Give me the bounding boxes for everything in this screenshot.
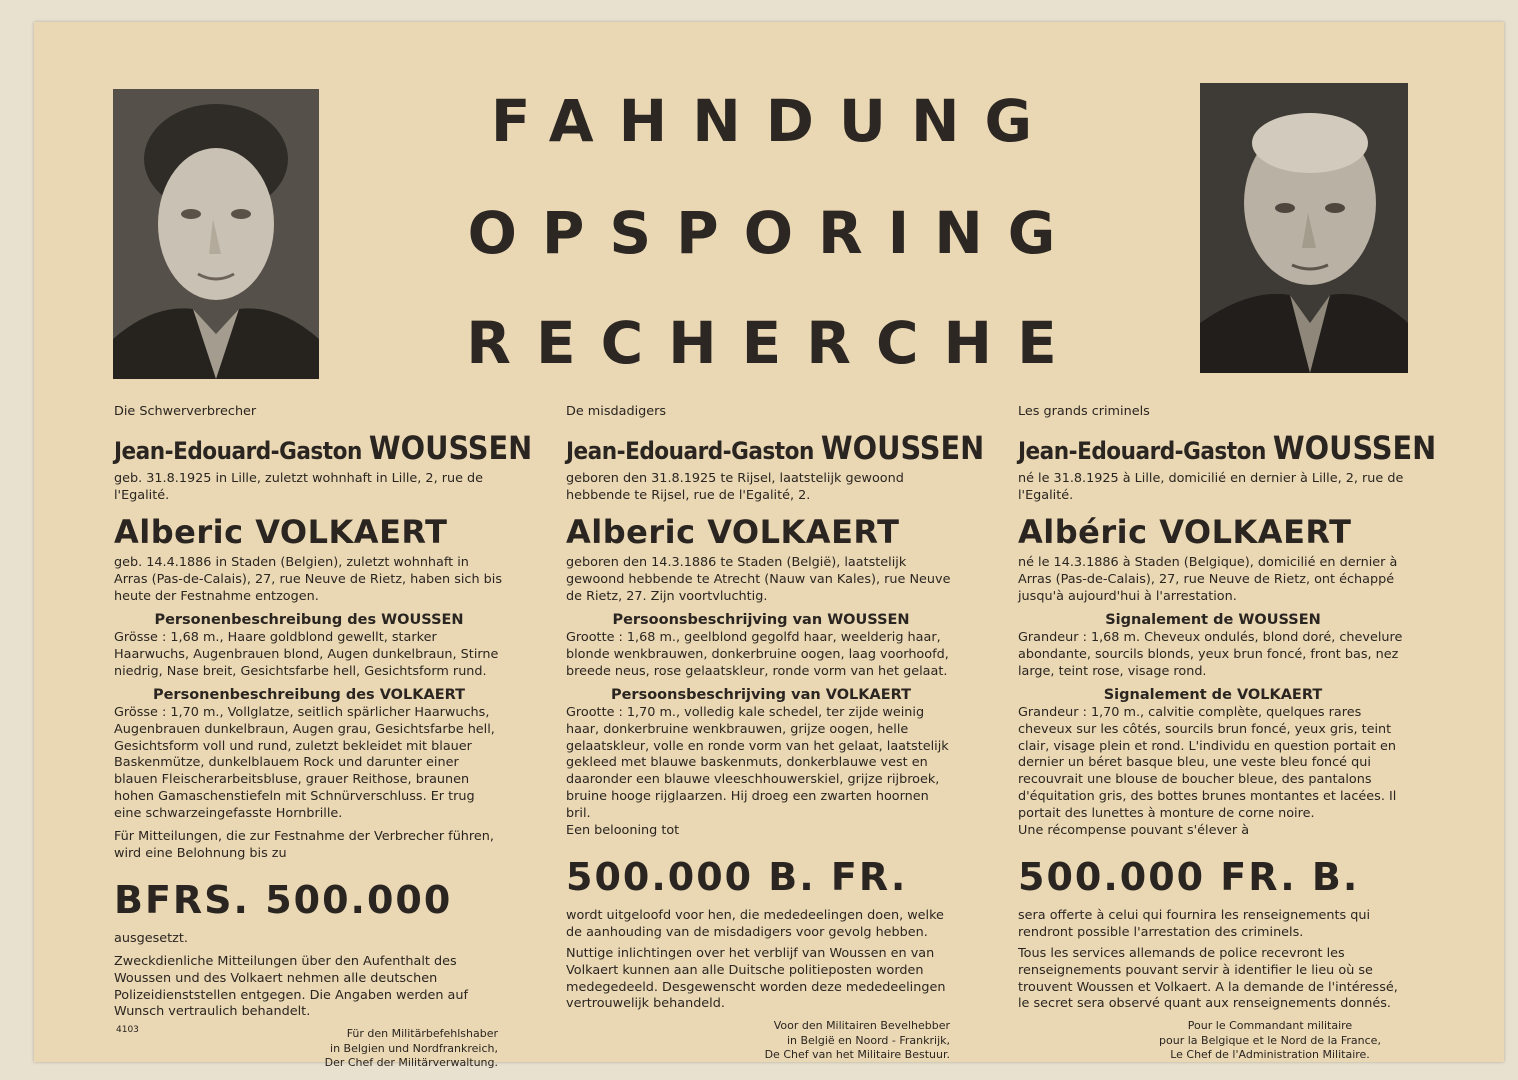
german-woussen-name <box>114 427 533 469</box>
dutch-woussen-last: WOUSSEN <box>820 428 985 467</box>
dutch-desc-woussen-title: Persoonsbeschrijving van WOUSSEN <box>612 611 910 628</box>
dutch-woussen-details: geboren den 31.8.1925 te Rijsel, laatstelijk gewoond hebbende te Rijsel, rue de l'Egalité, 2. <box>566 471 904 504</box>
dutch-desc-woussen: Grootte : 1,68 m., geelblond gegolfd haar, weelderig haar, blonde wenkbrauwen, donkerbruine oogen, laag voorhoofd, breede neus, rose gelaatskleur, ronde vorm van het gelaat. <box>566 629 949 679</box>
french-woussen-first: Jean-Edouard-Gaston <box>1018 436 1266 465</box>
column-french <box>1018 404 1437 1062</box>
french-reward: 500.000 FR. B. <box>1018 854 1360 899</box>
title-fahndung: FAHNDUNG <box>490 87 1058 155</box>
german-woussen-first: Jean-Edouard-Gaston <box>114 436 362 465</box>
french-woussen-name <box>1018 427 1437 469</box>
german-woussen-details: geb. 31.8.1925 in Lille, zuletzt wohnhaft in Lille, 2, rue de l'Egalité. <box>114 471 484 504</box>
french-desc-woussen-title: Signalement de WOUSSEN <box>1105 611 1321 628</box>
german-sig-line2: in Belgien und Nordfrankreich, <box>330 1041 498 1055</box>
french-volkaert-details: né le 14.3.1886 à Staden (Belgique), domicilié en dernier à Arras (Pas-de-Calais), 27, rue Neuve de Rietz, ont échappé jusqu'à aujourd'hui à l'arrestation. <box>1018 555 1398 604</box>
photo-volkaert <box>1200 83 1408 373</box>
dutch-reward-intro: Een belooning tot <box>566 822 680 838</box>
french-volkaert-name: Albéric VOLKAERT <box>1018 512 1352 551</box>
german-intro: Die Schwerverbrecher <box>114 404 257 419</box>
dutch-notice: Nuttige inlichtingen over het verblijf van Woussen en van Volkaert kunnen aan alle Duitsche politieposten worden medegedeeld. Desgewenscht worden deze mededeelingen vertrouwelijk behandeld. <box>566 945 946 1012</box>
german-volkaert-details: geb. 14.4.1886 in Staden (Belgien), zuletzt wohnhaft in Arras (Pas-de-Calais), 27, rue Neuve de Rietz, haben sich bis heute der Festnahme entzogen. <box>114 555 502 604</box>
french-sig-line2: pour la Belgique et le Nord de la France, <box>1159 1033 1381 1047</box>
french-desc-volkaert-title: Signalement de VOLKAERT <box>1103 686 1323 703</box>
german-signature <box>114 1027 504 1070</box>
german-sig-line1: Für den Militärbefehlshaber <box>346 1027 498 1041</box>
dutch-sig-line3: De Chef van het Militaire Bestuur. <box>764 1047 950 1061</box>
german-reward-after: ausgesetzt. <box>114 930 188 946</box>
poster-sheet <box>34 22 1504 1069</box>
french-notice: Tous les services allemands de police recevront les renseignements pouvant servir à identifier le lieu où se trouvent Woussen et Volkaert. A la demande de l'intéressé, le secret sera observé quant aux renseignements donnés. <box>1018 945 1398 1012</box>
dutch-reward: 500.000 B. FR. <box>566 854 908 899</box>
title-recherche: RECHERCHE <box>466 309 1082 377</box>
french-desc-woussen: Grandeur : 1,68 m. Cheveux ondulés, blond doré, chevelure abondante, sourcils blonds, yeux brun foncé, front bas, nez large, teint rose, visage rond. <box>1018 629 1403 679</box>
german-volkaert-name: Alberic VOLKAERT <box>114 512 448 551</box>
french-sig-line1: Pour le Commandant militaire <box>1187 1019 1353 1033</box>
dutch-woussen-first: Jean-Edouard-Gaston <box>566 436 814 465</box>
title-opsporing: OPSPORING <box>467 199 1081 267</box>
dutch-woussen-name <box>566 427 985 469</box>
portrait-volkaert-image <box>1200 83 1408 373</box>
german-woussen-last: WOUSSEN <box>368 428 533 467</box>
german-notice: Zweckdienliche Mitteilungen über den Aufenthalt des Woussen und des Volkaert nehmen alle deutschen Polizeidienststellen entgegen. Die Angaben werden auf Wunsch vertraulich behandelt. <box>114 953 469 1020</box>
french-sig-line3: Le Chef de l'Administration Militaire. <box>1170 1047 1370 1061</box>
german-reward: BFRS. 500.000 <box>114 877 453 922</box>
dutch-signature <box>566 1019 956 1062</box>
french-reward-intro: Une récompense pouvant s'élever à <box>1018 822 1250 838</box>
portrait-woussen-image <box>113 89 319 379</box>
column-dutch <box>566 404 985 1062</box>
dutch-volkaert-name: Alberic VOLKAERT <box>566 512 900 551</box>
dutch-desc-volkaert: Grootte : 1,70 m., volledig kale schedel, ter zijde weinig haar, donkerbruine wenkbrauwen, grijze oogen, helle gelaatskleur, volle en ronde vorm van het gelaat, laatstelijk gekleed met blauwe baskenmuts, donkerblauwe vest en daaronder een blauwe vleeschhouwerskiel, grijze rijbroek, bruine hooge rijglaarzen. Hij droeg een zwarten hoornen bril. <box>566 704 949 822</box>
dutch-reward-after: wordt uitgeloofd voor hen, die mededeelingen doen, welke de aanhouding van de misdadigers voor gevolg hebben. <box>566 908 944 940</box>
dutch-intro: De misdadigers <box>566 404 667 419</box>
german-desc-volkaert-title: Personenbeschreibung des VOLKAERT <box>152 686 466 703</box>
dutch-sig-line1: Voor den Militairen Bevelhebber <box>773 1019 950 1033</box>
french-intro: Les grands criminels <box>1018 404 1150 419</box>
german-desc-woussen-title: Personenbeschreibung des WOUSSEN <box>154 611 464 628</box>
german-sig-line3: Der Chef der Militärverwaltung. <box>324 1055 498 1069</box>
french-woussen-details: né le 31.8.1925 à Lille, domicilié en dernier à Lille, 2, rue de l'Egalité. <box>1018 471 1404 504</box>
german-desc-volkaert: Grösse : 1,70 m., Vollglatze, seitlich spärlicher Haarwuchs, Augenbrauen dunkelbraun, Augen grau, Gesichtsfarbe hell, Gesichtsform voll und rund, zuletzt bekleidet mit blauer Baskenmütze, dunkelblauem Rock und darunter einer blauen Fleischerarbeitsbluse, grauer Reithose, braunen hohen Gamaschenstiefeln mit Schnürverschluss. Er trug eine schwarzeingefasste Hornbrille. <box>114 704 495 822</box>
dutch-volkaert-details: geboren den 14.3.1886 te Staden (België), laatstelijk gewoond hebbende te Atrecht (Nauw van Kales), rue Neuve de Rietz, 27. Zijn voortvluchtig. <box>566 555 951 604</box>
poster-code: 4103 <box>116 1025 139 1035</box>
column-german <box>114 404 533 1070</box>
french-reward-after: sera offerte à celui qui fournira les renseignements qui rendront possible l'arrestation des criminels. <box>1018 908 1371 940</box>
german-reward-intro: Für Mitteilungen, die zur Festnahme der Verbrecher führen, wird eine Belohnung bis zu <box>114 828 494 861</box>
french-woussen-last: WOUSSEN <box>1272 428 1437 467</box>
german-desc-woussen: Grösse : 1,68 m., Haare goldblond gewellt, starker Haarwuchs, Augenbrauen blond, Augen dunkelbraun, Stirne niedrig, Nase breit, Gesichtsfarbe hell, Gesichtsform rund. <box>114 629 499 679</box>
dutch-sig-line2: in België en Noord - Frankrijk, <box>786 1033 950 1047</box>
french-signature <box>1018 1019 1408 1062</box>
dutch-desc-volkaert-title: Persoonsbeschrijving van VOLKAERT <box>610 686 912 703</box>
photo-woussen <box>113 89 319 379</box>
french-desc-volkaert: Grandeur : 1,70 m., calvitie complète, quelques rares cheveux sur les côtés, sourcils brun foncé, yeux gris, teint clair, visage plein et rond. L'individu en question portait en dernier un béret basque bleu, une veste bleu foncé qui recouvrait une blouse de boucher bleue, des pantalons d'équitation gris, des bottes brunes montantes et lacées. Il portait des lunettes à monture de corne noire. <box>1018 704 1397 822</box>
